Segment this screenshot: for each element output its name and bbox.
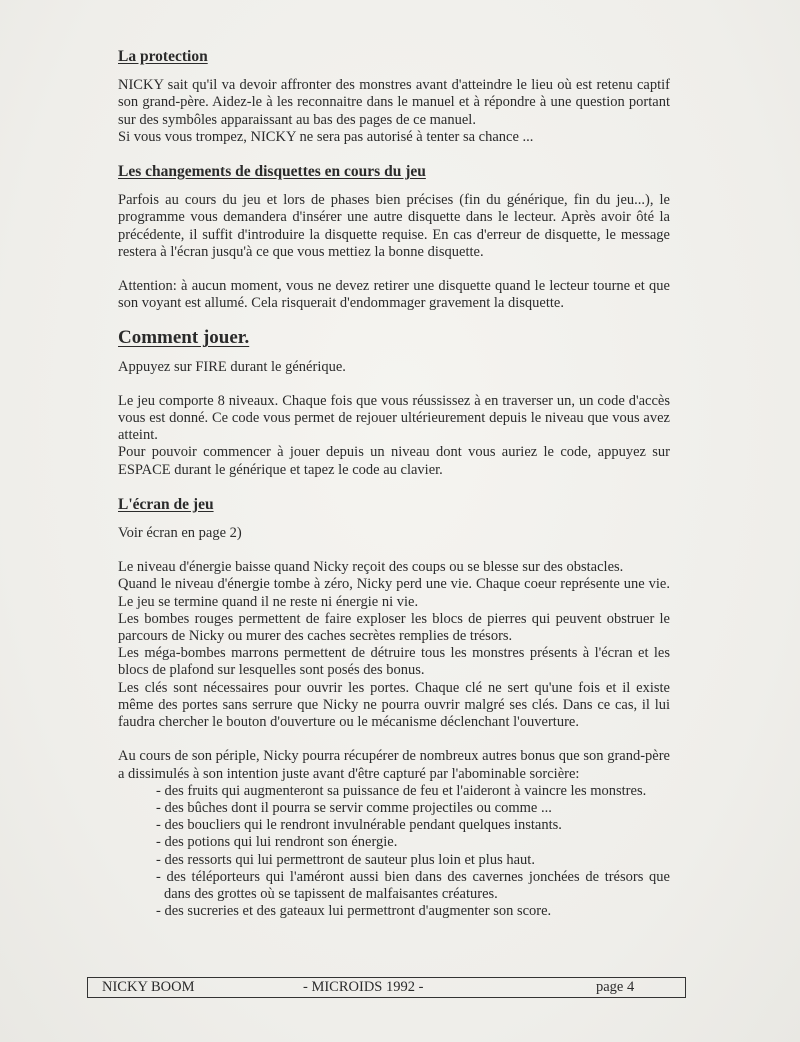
footer-page-number: page 4 xyxy=(596,979,635,995)
section-title-disquettes: Les changements de disquettes en cours du jeu xyxy=(118,163,426,181)
protection-text: NICKY sait qu'il va devoir affronter des monstres avant d'atteindre le lieu où est retenu captif son grand-père. Aidez-le à les reconnaitre dans le manuel et à répondre à une question portant sur des symbôles apparaissant au bas des pages de ce manuel. xyxy=(118,77,670,128)
bonus-list xyxy=(118,783,670,921)
list-item: - des fruits qui augmenteront sa puissance de feu et l'aideront à vaincre les monstres. xyxy=(156,782,647,799)
section-title-comment-jouer: Comment jouer. xyxy=(118,327,250,349)
ecran-paragraph-1: Voir écran en page 2) xyxy=(118,525,242,542)
ecran-paragraph-3: Quand le niveau d'énergie tombe à zéro, Nicky perd une vie. Chaque coeur représente une vie. Le jeu se termine quand il ne reste ni énergie ni vie. xyxy=(118,576,670,610)
list-item: - des bûches dont il pourra se servir comme projectiles ou comme ... xyxy=(156,799,552,816)
page-footer xyxy=(87,977,686,998)
ecran-paragraph-5: Les méga-bombes marrons permettent de détruire tous les monstres présents à l'écran et les blocs de plafond sur lesquelles sont posés des bonus. xyxy=(118,645,670,679)
list-item: - des sucreries et des gateaux lui permettront d'augmenter son score. xyxy=(156,903,552,920)
footer-publisher: - MICROIDS 1992 - xyxy=(303,979,424,995)
section-title-protection: La protection xyxy=(118,48,208,65)
footer-title: NICKY BOOM xyxy=(102,979,195,995)
section-title-ecran-de-jeu: L'écran de jeu xyxy=(118,495,214,513)
jouer-paragraph-1: Appuyez sur FIRE durant le générique. xyxy=(118,358,346,375)
ecran-paragraph-6: Les clés sont nécessaires pour ouvrir les portes. Chaque clé ne sert qu'une fois et il existe même des portes sans serrure que Nicky ne pourra ouvrir malgré ses clés. Dans ce cas, il lui faudra chercher le bouton d'ouverture ou le mécanisme déclenchant l'ouverture. xyxy=(118,679,670,731)
ecran-paragraph-7: Au cours de son périple, Nicky pourra récupérer de nombreux autres bonus que son grand-père a dissimulés à son intention juste avant d'être capturé par l'abominable sorcière: xyxy=(118,748,670,782)
list-item: - des ressorts qui lui permettront de sauteur plus loin et plus haut. xyxy=(156,851,535,868)
disquettes-paragraph-1: Parfois au cours du jeu et lors de phases bien précises (fin du générique, fin du jeu...), le programme vous demandera d'insérer une autre disquette dans le lecteur. Après avoir ôté la précédente, il suffit d'introduire la disquette requise. En cas d'erreur de disquette, le message restera à l'écran jusqu'à ce que vous mettiez la bonne disquette. xyxy=(118,192,670,260)
protection-text-2: Si vous vous trompez, NICKY ne sera pas autorisé à tenter sa chance ... xyxy=(118,128,534,145)
jouer-paragraph-2: Le jeu comporte 8 niveaux. Chaque fois que vous réussissez à en traverser un, un code d'accès vous est donné. Ce code vous permet de rejouer ultérieurement depuis le niveau que vous avez atteint. xyxy=(118,392,670,444)
list-item: - des potions qui lui rendront son énergie. xyxy=(156,834,398,851)
page-content xyxy=(118,48,670,920)
jouer-paragraph-3: Pour pouvoir commencer à jouer depuis un niveau dont vous auriez le code, appuyez sur ESPACE durant le générique et tapez le code au clavier. xyxy=(118,444,670,478)
list-item: - des boucliers qui le rendront invulnérable pendant quelques instants. xyxy=(156,817,562,834)
list-item: - des téléporteurs qui l'améront aussi bien dans des cavernes jonchées de trésors que dans des grottes où se tapissent de malfaisantes créatures. xyxy=(156,868,670,902)
disquettes-paragraph-2: Attention: à aucun moment, vous ne devez retirer une disquette quand le lecteur tourne et que son voyant est allumé. Cela risquerait d'endommager gravement la disquette. xyxy=(118,278,670,312)
ecran-paragraph-4: Les bombes rouges permettent de faire exploser les blocs de pierres qui peuvent obstruer le parcours de Nicky ou murer des caches secrètes remplies de trésors. xyxy=(118,610,670,645)
ecran-paragraph-2: Le niveau d'énergie baisse quand Nicky reçoit des coups ou se blesse sur des obstacles. xyxy=(118,559,624,576)
